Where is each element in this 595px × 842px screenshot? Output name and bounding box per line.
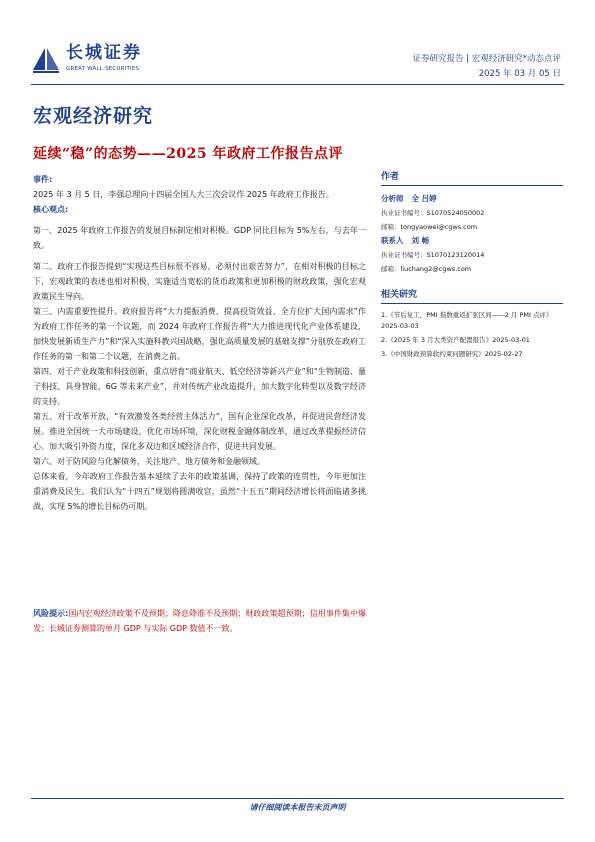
analyst-line bbox=[381, 192, 563, 206]
logo-mark-icon bbox=[31, 44, 61, 74]
core-point-5: 第五、对于改革开放，“有效激发各类经营主体活力”，国有企业深化改革，并促进民营经济发展。推进全国统一大市场建设，优化市场环境，深化财税金融体制改革，通过改革提振经济信心。加大吸引外资力度，深化多双边和区域经济合作，促进共同发展。 bbox=[33, 412, 366, 451]
header-divider bbox=[31, 84, 564, 85]
logo-name-cn: 长城证券 bbox=[66, 43, 142, 63]
document-title: 延续“稳”的态势——2025 年政府工作报告点评 bbox=[33, 146, 343, 162]
core-point-2: 第二、政府工作报告提到“实现这些目标很不容易，必须付出艰苦努力”，在相对积极的目标之下，宏观政策的表述也相对积极，实施适当宽松的货币政策和更加积极的财政政策，强化宏观政策民生导向。 bbox=[33, 262, 366, 301]
core-point-1: 第一、2025 年政府工作报告的发展目标制定相对积极。GDP 同比目标为 5%左右，与去年一致。 bbox=[33, 226, 366, 250]
summary-paragraph: 总体来看，今年政府工作报告基本延续了去年的政策基调，保持了政策的连贯性，今年更加注重消费及民生。我们认为“十四五”规划将圆满收官，虽然“十五五”期间经济增长将面临诸多挑战，实现 5%的增长目标仍可期。 bbox=[33, 472, 366, 511]
related-item-1[interactable]: 1.《节后复工，PMI 指数重返扩张区间——2 月 PMI 点评》2025-03-03 bbox=[381, 311, 553, 330]
analyst-role: 分析师 bbox=[381, 194, 404, 203]
sidebar bbox=[381, 172, 563, 363]
event-heading: 事件: bbox=[33, 175, 53, 184]
core-point-6: 第六、对于防风险与化解债务，关注地产、地方债务和金融领域。 bbox=[33, 457, 265, 466]
related-item-3[interactable]: 3.《中国财政预算软约束问题研究》2025-02-27 bbox=[381, 350, 523, 358]
core-point-4: 第四、对于产业政策和科技创新，重点培育“商业航天、低空经济等新兴产业”和“生物制造、量子科技、具身智能、6G 等未来产业”，并对传统产业改造提升，加大数字化转型以及数字经济的支持。 bbox=[33, 367, 366, 406]
report-date: 2025 年 03 月 05 日 bbox=[478, 69, 561, 79]
risk-label: 风险提示: bbox=[33, 609, 69, 618]
logo-name-en: GREAT WALL SECURITIES bbox=[66, 66, 140, 72]
related-item-2[interactable]: 2.《2025 年 3 月大类资产配置报告》2025-03-01 bbox=[381, 336, 530, 344]
company-logo bbox=[31, 44, 171, 76]
analyst-cert: 执业证书编号：S1070524050002 bbox=[381, 209, 485, 217]
document-type: 宏观经济研究 bbox=[33, 105, 154, 127]
authors-heading: 作者 bbox=[381, 172, 563, 186]
report-series: 证券研究报告 | 宏观经济研究*动态点评 bbox=[412, 54, 561, 64]
core-views-heading: 核心观点: bbox=[33, 205, 69, 214]
report-meta bbox=[412, 52, 561, 82]
contact-line bbox=[381, 234, 563, 248]
contact-role: 联系人 bbox=[381, 236, 404, 245]
main-content bbox=[33, 172, 366, 514]
footer-divider bbox=[31, 798, 564, 799]
core-point-3: 第三、内需重要性提升。政府报告将“大力提振消费、提高投资效益、全方位扩大国内需求”作为政府工作任务的第一个议题，而 2024 年政府工作报告将“大力推进现代化产业体系建设，加快发展新质生产力”和“深入实施科教兴国战略，强化高质量发展的基础支撑”分别放在政府工作任务的第一和第二个议题，在消费之前。 bbox=[33, 307, 366, 361]
contact-name: 刘 畅 bbox=[411, 236, 430, 245]
risk-warning bbox=[33, 606, 366, 636]
analyst-name: 全 吕婷 bbox=[411, 194, 437, 203]
analyst-email[interactable]: 邮箱：tongyaowei@cgws.com bbox=[381, 223, 478, 231]
risk-text: 国内宏观经济政策不及预期；降息降准不及预期；财政政策超预期；信用事件集中爆发；长城证券测算的单月 GDP 与实际 GDP 数值不一致。 bbox=[33, 609, 366, 633]
related-research-heading: 相关研究 bbox=[381, 290, 563, 304]
event-text: 2025 年 3 月 5 日，李强总理向十四届全国人大三次会议作 2025 年政府工作报告。 bbox=[33, 190, 334, 199]
footer-disclaimer: 请仔细阅读本报告末页声明 bbox=[249, 803, 346, 812]
contact-email[interactable]: 邮箱：liuchang2@cgws.com bbox=[381, 265, 472, 273]
contact-cert: 执业证书编号：S1070123120014 bbox=[381, 251, 485, 259]
